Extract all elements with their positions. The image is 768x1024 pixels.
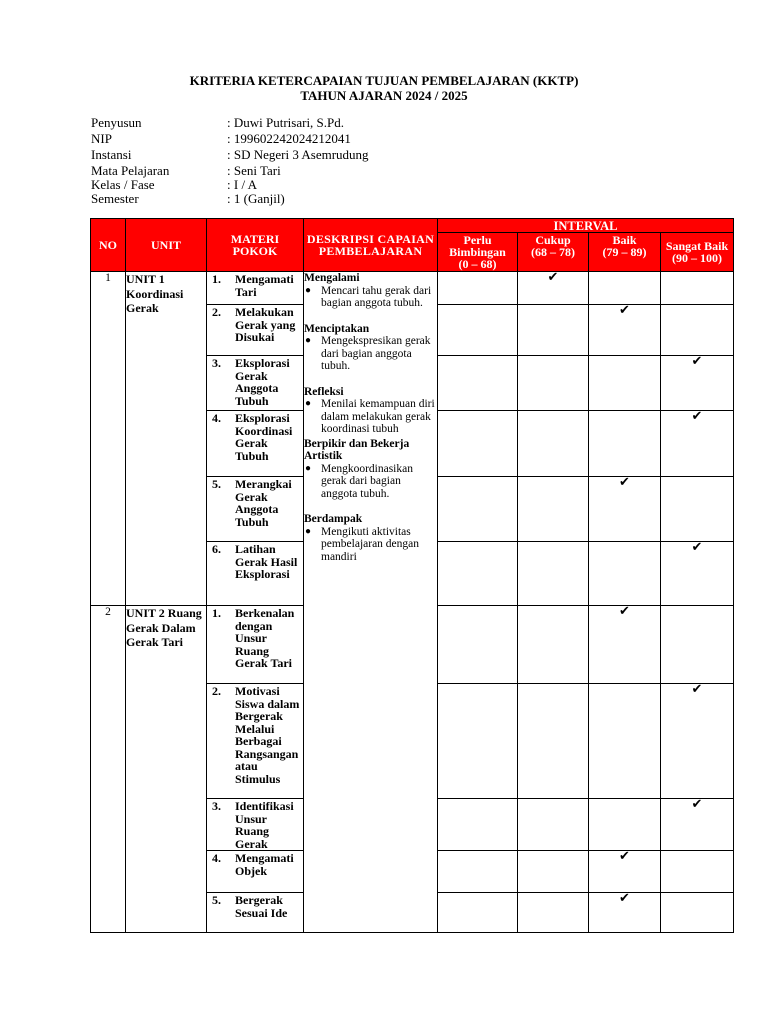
checkmark-icon: ✔: [619, 302, 630, 317]
materi-cell: [207, 851, 304, 893]
materi-text: Melakukan Gerak yang Disukai: [235, 305, 296, 344]
materi-number: 3.: [212, 799, 221, 813]
header-unit: UNIT: [126, 219, 207, 272]
interval-cell-perlu: [438, 542, 518, 606]
materi-number: 5.: [212, 477, 221, 491]
interval-cell-baik: [589, 302, 661, 356]
interval-cell-cukup: [518, 305, 589, 356]
materi-item: [207, 305, 303, 344]
materi-text: Merangkai Gerak Anggota Tubuh: [235, 477, 292, 529]
info-value: : I / A: [227, 177, 257, 192]
deskripsi-heading: Refleksi: [304, 385, 344, 398]
interval-cell-sangat: [661, 893, 734, 933]
deskripsi-text: Menilai kemampuan diri dalam melakukan gerak koordinasi tubuh: [321, 398, 435, 435]
interval-cell-sangat: [661, 353, 734, 411]
interval-cell-perlu: [438, 799, 518, 851]
materi-cell: [207, 272, 304, 305]
materi-text: Berkenalan dengan Unsur Ruang Gerak Tari: [235, 606, 295, 670]
checkmark-icon: ✔: [691, 539, 703, 554]
interval-cell-cukup: [518, 411, 589, 477]
checkmark-icon: ✔: [547, 269, 559, 284]
unit-number: 2: [91, 606, 126, 933]
interval-cell-cukup: [518, 269, 589, 305]
info-value: : 1 (Ganjil): [227, 191, 285, 206]
checkmark-icon: ✔: [691, 796, 703, 811]
header-sangat-label: Sangat Baik: [665, 239, 729, 253]
interval-cell-perlu: [438, 893, 518, 933]
materi-text: Mengamati Objek: [235, 851, 294, 878]
interval-cell-sangat: [661, 305, 734, 356]
interval-cell-cukup: [518, 799, 589, 851]
materi-cell: [207, 477, 304, 542]
info-value: : Duwi Putrisari, S.Pd.: [227, 115, 345, 130]
document-subtitle: TAHUN AJARAN 2024 / 2025: [300, 88, 468, 103]
interval-cell-perlu: [438, 606, 518, 684]
interval-cell-sangat: [661, 796, 734, 851]
header-perlu: [438, 233, 518, 272]
deskripsi-item: [304, 463, 437, 501]
materi-cell: [207, 606, 304, 684]
materi-cell: [207, 305, 304, 356]
materi-number: 2.: [212, 684, 221, 698]
deskripsi-text: Mengikuti aktivitas pembelajaran dengan mandiri: [321, 525, 420, 563]
materi-item: [207, 542, 303, 581]
materi-text: Mengamati Tari: [235, 272, 294, 299]
table-row: [91, 272, 734, 305]
deskripsi-heading: Berpikir dan Bekerja Artistik: [304, 437, 410, 462]
bullet-icon: ●: [305, 398, 312, 409]
info-value: : SD Negeri 3 Asemrudung: [227, 147, 369, 162]
info-label: Kelas / Fase: [91, 177, 155, 192]
header-cukup: [518, 233, 589, 272]
interval-cell-sangat: [661, 272, 734, 305]
interval-cell-baik: [589, 272, 661, 305]
interval-cell-baik: [589, 603, 661, 684]
materi-cell: [207, 411, 304, 477]
interval-cell-cukup: [518, 851, 589, 893]
materi-number: 2.: [212, 305, 221, 319]
checkmark-icon: ✔: [619, 848, 630, 863]
info-value: : Seni Tari: [227, 163, 281, 178]
document-title: KRITERIA KETERCAPAIAN TUJUAN PEMBELAJARAN (KKTP): [189, 73, 579, 88]
interval-cell-sangat: [661, 477, 734, 542]
info-label: Instansi: [91, 147, 132, 162]
header-cukup-label: Cukup: [535, 233, 571, 247]
materi-cell: [207, 542, 304, 606]
interval-cell-perlu: [438, 305, 518, 356]
header-baik: [589, 233, 661, 272]
deskripsi-item: [304, 335, 437, 373]
materi-item: [207, 477, 303, 528]
header-deskripsi: DESKRIPSI CAPAIAN PEMBELAJARAN: [304, 219, 438, 272]
unit-name: UNIT 1 Koordinasi Gerak: [126, 272, 207, 606]
bullet-icon: ●: [305, 462, 312, 474]
checkmark-icon: ✔: [691, 408, 703, 423]
checkmark-icon: ✔: [619, 890, 630, 905]
deskripsi-heading: Berdampak: [304, 513, 363, 525]
materi-text: Bergerak Sesuai Ide: [235, 893, 288, 920]
info-label: Mata Pelajaran: [91, 163, 170, 178]
checkmark-icon: ✔: [619, 603, 630, 618]
interval-cell-baik: [589, 474, 661, 542]
materi-item: [207, 606, 303, 670]
header-cukup-range: (68 – 78): [531, 245, 575, 259]
deskripsi-item: [304, 285, 437, 310]
bullet-icon: ●: [305, 335, 312, 346]
interval-cell-perlu: [438, 477, 518, 542]
kktp-table: [90, 218, 734, 933]
materi-number: 5.: [212, 893, 221, 907]
header-materi: MATERI POKOK: [207, 219, 304, 272]
materi-text: Eksplorasi Gerak Anggota Tubuh: [235, 356, 290, 408]
materi-number: 1.: [212, 606, 221, 620]
interval-cell-perlu: [438, 684, 518, 799]
header-no: NO: [91, 219, 126, 272]
interval-cell-perlu: [438, 851, 518, 893]
info-value: : 199602242024212041: [227, 131, 351, 146]
materi-cell: [207, 356, 304, 411]
deskripsi-text: Mencari tahu gerak dari bagian anggota tubuh.: [321, 284, 432, 309]
materi-cell: [207, 684, 304, 799]
deskripsi-heading: Menciptakan: [304, 322, 370, 335]
materi-text: Eksplorasi Koordinasi Gerak Tubuh: [235, 411, 293, 463]
materi-item: [207, 893, 303, 919]
materi-cell: [207, 799, 304, 851]
info-label: Penyusun: [91, 115, 142, 130]
header-interval: INTERVAL: [438, 219, 734, 233]
deskripsi-heading: Mengalami: [304, 272, 360, 284]
materi-number: 4.: [212, 411, 221, 425]
deskripsi-text: Mengekspresikan gerak dari bagian anggota tubuh.: [321, 335, 431, 372]
unit-name: UNIT 2 Ruang Gerak Dalam Gerak Tari: [126, 606, 207, 933]
checkmark-icon: ✔: [691, 681, 703, 696]
interval-cell-baik: [589, 684, 661, 799]
interval-cell-sangat: [661, 408, 734, 477]
interval-cell-cukup: [518, 606, 589, 684]
interval-cell-perlu: [438, 411, 518, 477]
interval-cell-perlu: [438, 272, 518, 305]
unit-number: 1: [91, 272, 126, 606]
checkmark-icon: ✔: [691, 353, 703, 368]
interval-cell-sangat: [661, 681, 734, 799]
header-baik-range: (79 – 89): [602, 245, 647, 259]
info-label: NIP: [91, 131, 112, 146]
table-body: [91, 269, 734, 933]
materi-item: [207, 684, 303, 785]
interval-cell-baik: [589, 890, 661, 933]
interval-cell-sangat: [661, 851, 734, 893]
materi-text: Motivasi Siswa dalam Bergerak Melalui Berbagai Rangsangan atau Stimulus: [235, 684, 300, 786]
deskripsi-item: [304, 398, 437, 436]
materi-cell: [207, 893, 304, 933]
materi-number: 6.: [212, 542, 221, 556]
header-perlu-label: Perlu Bimbingan: [449, 233, 506, 259]
materi-number: 3.: [212, 356, 221, 370]
deskripsi-cell: [304, 272, 438, 933]
materi-number: 1.: [212, 272, 221, 286]
bullet-icon: ●: [305, 284, 312, 296]
interval-cell-cukup: [518, 684, 589, 799]
interval-cell-cukup: [518, 893, 589, 933]
interval-cell-perlu: [438, 356, 518, 411]
header-perlu-range: (0 – 68): [458, 257, 497, 271]
header-baik-label: Baik: [612, 233, 637, 247]
materi-item: [207, 356, 303, 407]
materi-item: [207, 272, 303, 298]
interval-cell-cukup: [518, 477, 589, 542]
interval-cell-sangat: [661, 539, 734, 606]
header-sangat: [661, 233, 734, 272]
interval-cell-sangat: [661, 606, 734, 684]
interval-cell-baik: [589, 848, 661, 893]
header-sangat-range: (90 – 100): [672, 251, 722, 265]
checkmark-icon: ✔: [619, 474, 630, 489]
materi-item: [207, 799, 303, 850]
interval-cell-baik: [589, 542, 661, 606]
bullet-icon: ●: [305, 525, 312, 537]
materi-text: Latihan Gerak Hasil Eksplorasi: [235, 542, 298, 581]
materi-text: Identifikasi Unsur Ruang Gerak: [235, 799, 294, 851]
deskripsi-item: [304, 526, 437, 564]
materi-number: 4.: [212, 851, 221, 865]
interval-cell-baik: [589, 799, 661, 851]
interval-cell-cukup: [518, 542, 589, 606]
interval-cell-cukup: [518, 356, 589, 411]
interval-cell-baik: [589, 411, 661, 477]
info-label: Semester: [91, 191, 139, 206]
deskripsi-text: Mengkoordinasikan gerak dari bagian anggota tubuh.: [321, 462, 413, 500]
interval-cell-baik: [589, 356, 661, 411]
materi-item: [207, 851, 303, 877]
materi-item: [207, 411, 303, 462]
